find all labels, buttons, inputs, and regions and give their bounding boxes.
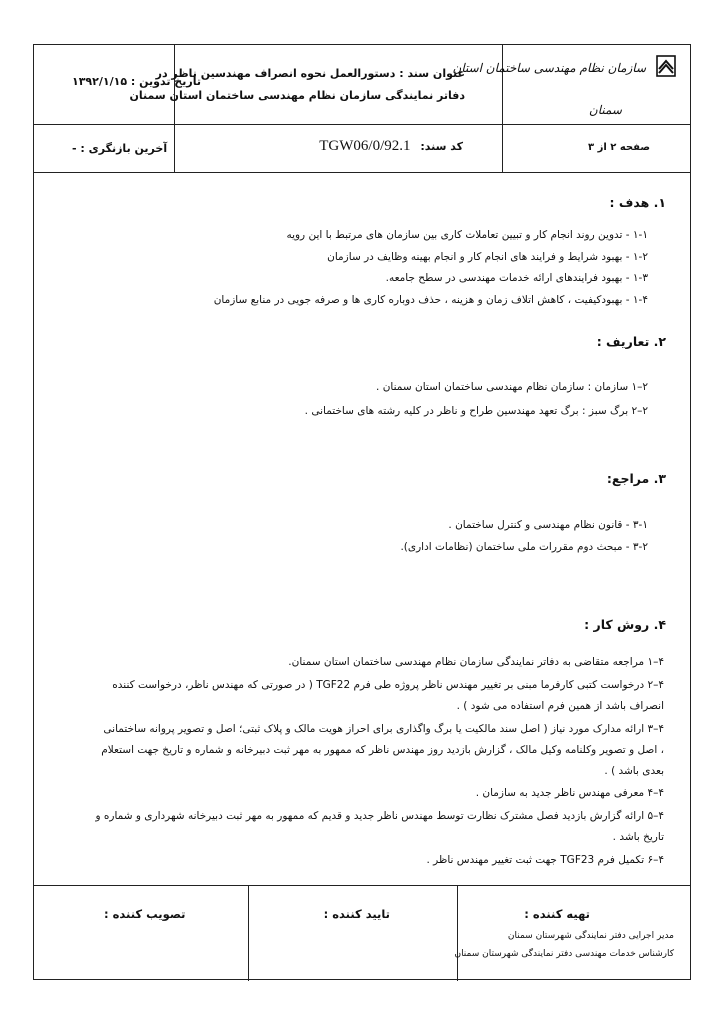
header-divider	[34, 124, 690, 125]
procedure-line: ، اصل و تصویر وکلنامه وکیل مالک ، گزارش بازدید روز مهندس ناظر که ممهور به مهر ثبت دبیرخانه و شماره و تاریخ جهت استعلام	[101, 744, 664, 756]
footer-col-divider-left	[248, 885, 249, 981]
last-revision	[72, 142, 167, 155]
goal-item: ۱-۲ - بهبود شرایط و فرایند های انجام کار و انجام بهینه وظایف در سازمان	[327, 251, 648, 263]
reference-item: ۳-۲ - مبحث دوم مقررات ملی ساختمان (نظامات اداری).	[400, 541, 648, 553]
section-definitions-title: ۲. تعاریف :	[596, 334, 666, 349]
procedure-line: ۴–۴ معرفی مهندس ناظر جدید به سازمان .	[475, 787, 664, 799]
verified-by-label: تایید کننده :	[323, 907, 390, 921]
header-col-divider-left	[174, 45, 175, 172]
header-bottom-border	[34, 172, 690, 173]
document-code-value: TGW06/0/92.1	[319, 138, 411, 154]
goal-item: ۱-۱ - تدوین روند انجام کار و تبیین تعاملات کاری بین سازمان های مرتبط با این رویه	[286, 229, 648, 241]
approved-by-label: تصویب کننده :	[104, 907, 186, 921]
procedure-line: انصراف باشد از همین فرم استفاده می شود ) .	[456, 700, 664, 712]
reference-item: ۳-۱ - قانون نظام مهندسی و کنترل ساختمان .	[448, 519, 648, 531]
procedure-line: ۴–۶ تکمیل فرم TGF23 جهت ثبت تغییر مهندس ناظر .	[426, 854, 664, 866]
footer-col-divider-right	[457, 885, 458, 981]
procedure-line: تاریخ باشد .	[612, 831, 664, 843]
goal-item: ۱-۳ - بهبود فرایندهای ارائه خدمات مهندسی در سطح جامعه.	[385, 272, 648, 284]
compile-date-label: تاریخ تدوین :	[130, 75, 201, 88]
section-goal-title: ۱. هدف :	[609, 195, 666, 210]
definition-item: ۲–۱ سازمان : سازمان نظام مهندسی ساختمان استان سمنان .	[376, 381, 648, 393]
last-revision-value: -	[72, 142, 77, 155]
organization-logo-icon	[656, 55, 676, 77]
document-title-line-2: دفاتر نمایندگی سازمان نظام مهندسی ساختمان استان سمنان	[129, 89, 465, 102]
procedure-line: بعدی باشد ) .	[604, 765, 664, 777]
compile-date	[72, 75, 201, 88]
procedure-line: ۴–۲ درخواست کتبی کارفرما مبنی بر تغییر مهندس ناظر پروژه طی فرم TGF22 ( در صورتی که مهندس ناظر، درخواست کننده	[112, 679, 664, 691]
section-procedure-title: ۴. روش کار :	[584, 617, 666, 632]
procedure-line: ۴–۵ ارائه گزارش بازدید فصل مشترک نظارت توسط مهندس ناظر جدید و قدیم که ممهور به مهر ثبت دبیرخانه شهرداری و شماره و	[95, 810, 664, 822]
procedure-line: ۴–۱ مراجعه متقاضی به دفاتر نمایندگی سازمان نظام مهندسی ساختمان استان سمنان.	[288, 656, 664, 668]
prepared-by-label: تهیه کننده :	[524, 907, 590, 921]
prepared-by-role-2: کارشناس خدمات مهندسی دفتر نمایندگی شهرستان سمنان	[454, 949, 674, 959]
document-frame	[33, 44, 691, 980]
compile-date-value: ۱۳۹۲/۱/۱۵	[72, 75, 128, 88]
document-code	[319, 138, 463, 155]
goal-item: ۱-۴ - بهبودکیفیت ، کاهش اتلاف زمان و هزینه ، حذف دوباره کاری ها و صرفه جویی در منابع سازمان	[213, 294, 648, 306]
procedure-line: ۴–۳ ارائه مدارک مورد نیاز ( اصل سند مالکیت یا برگ واگذاری برای احراز هویت مالک و پلاک ثبتی؛ اصل و تصویر پروانه ساختمانی	[103, 723, 664, 735]
last-revision-label: آخرین بازنگری :	[80, 142, 168, 155]
prepared-by-role-1: مدیر اجرایی دفتر نمایندگی شهرستان سمنان	[507, 931, 674, 941]
document-code-label: کد سند:	[420, 140, 463, 153]
section-references-title: ۳. مراجع:	[606, 471, 666, 486]
organization-name: سازمان نظام مهندسی ساختمان استان	[452, 61, 646, 75]
document-title-line-1: عنوان سند : دستورالعمل نحوه انصراف مهندسین ناظر در	[155, 67, 465, 80]
definition-item: ۲–۲ برگ سبز : برگ تعهد مهندسین طراح و ناظر در کلیه رشته های ساختمانی .	[304, 405, 648, 417]
organization-province: سمنان	[588, 103, 622, 117]
page-number: صفحه ۲ از ۳	[588, 142, 650, 153]
footer-top-border	[34, 885, 690, 886]
